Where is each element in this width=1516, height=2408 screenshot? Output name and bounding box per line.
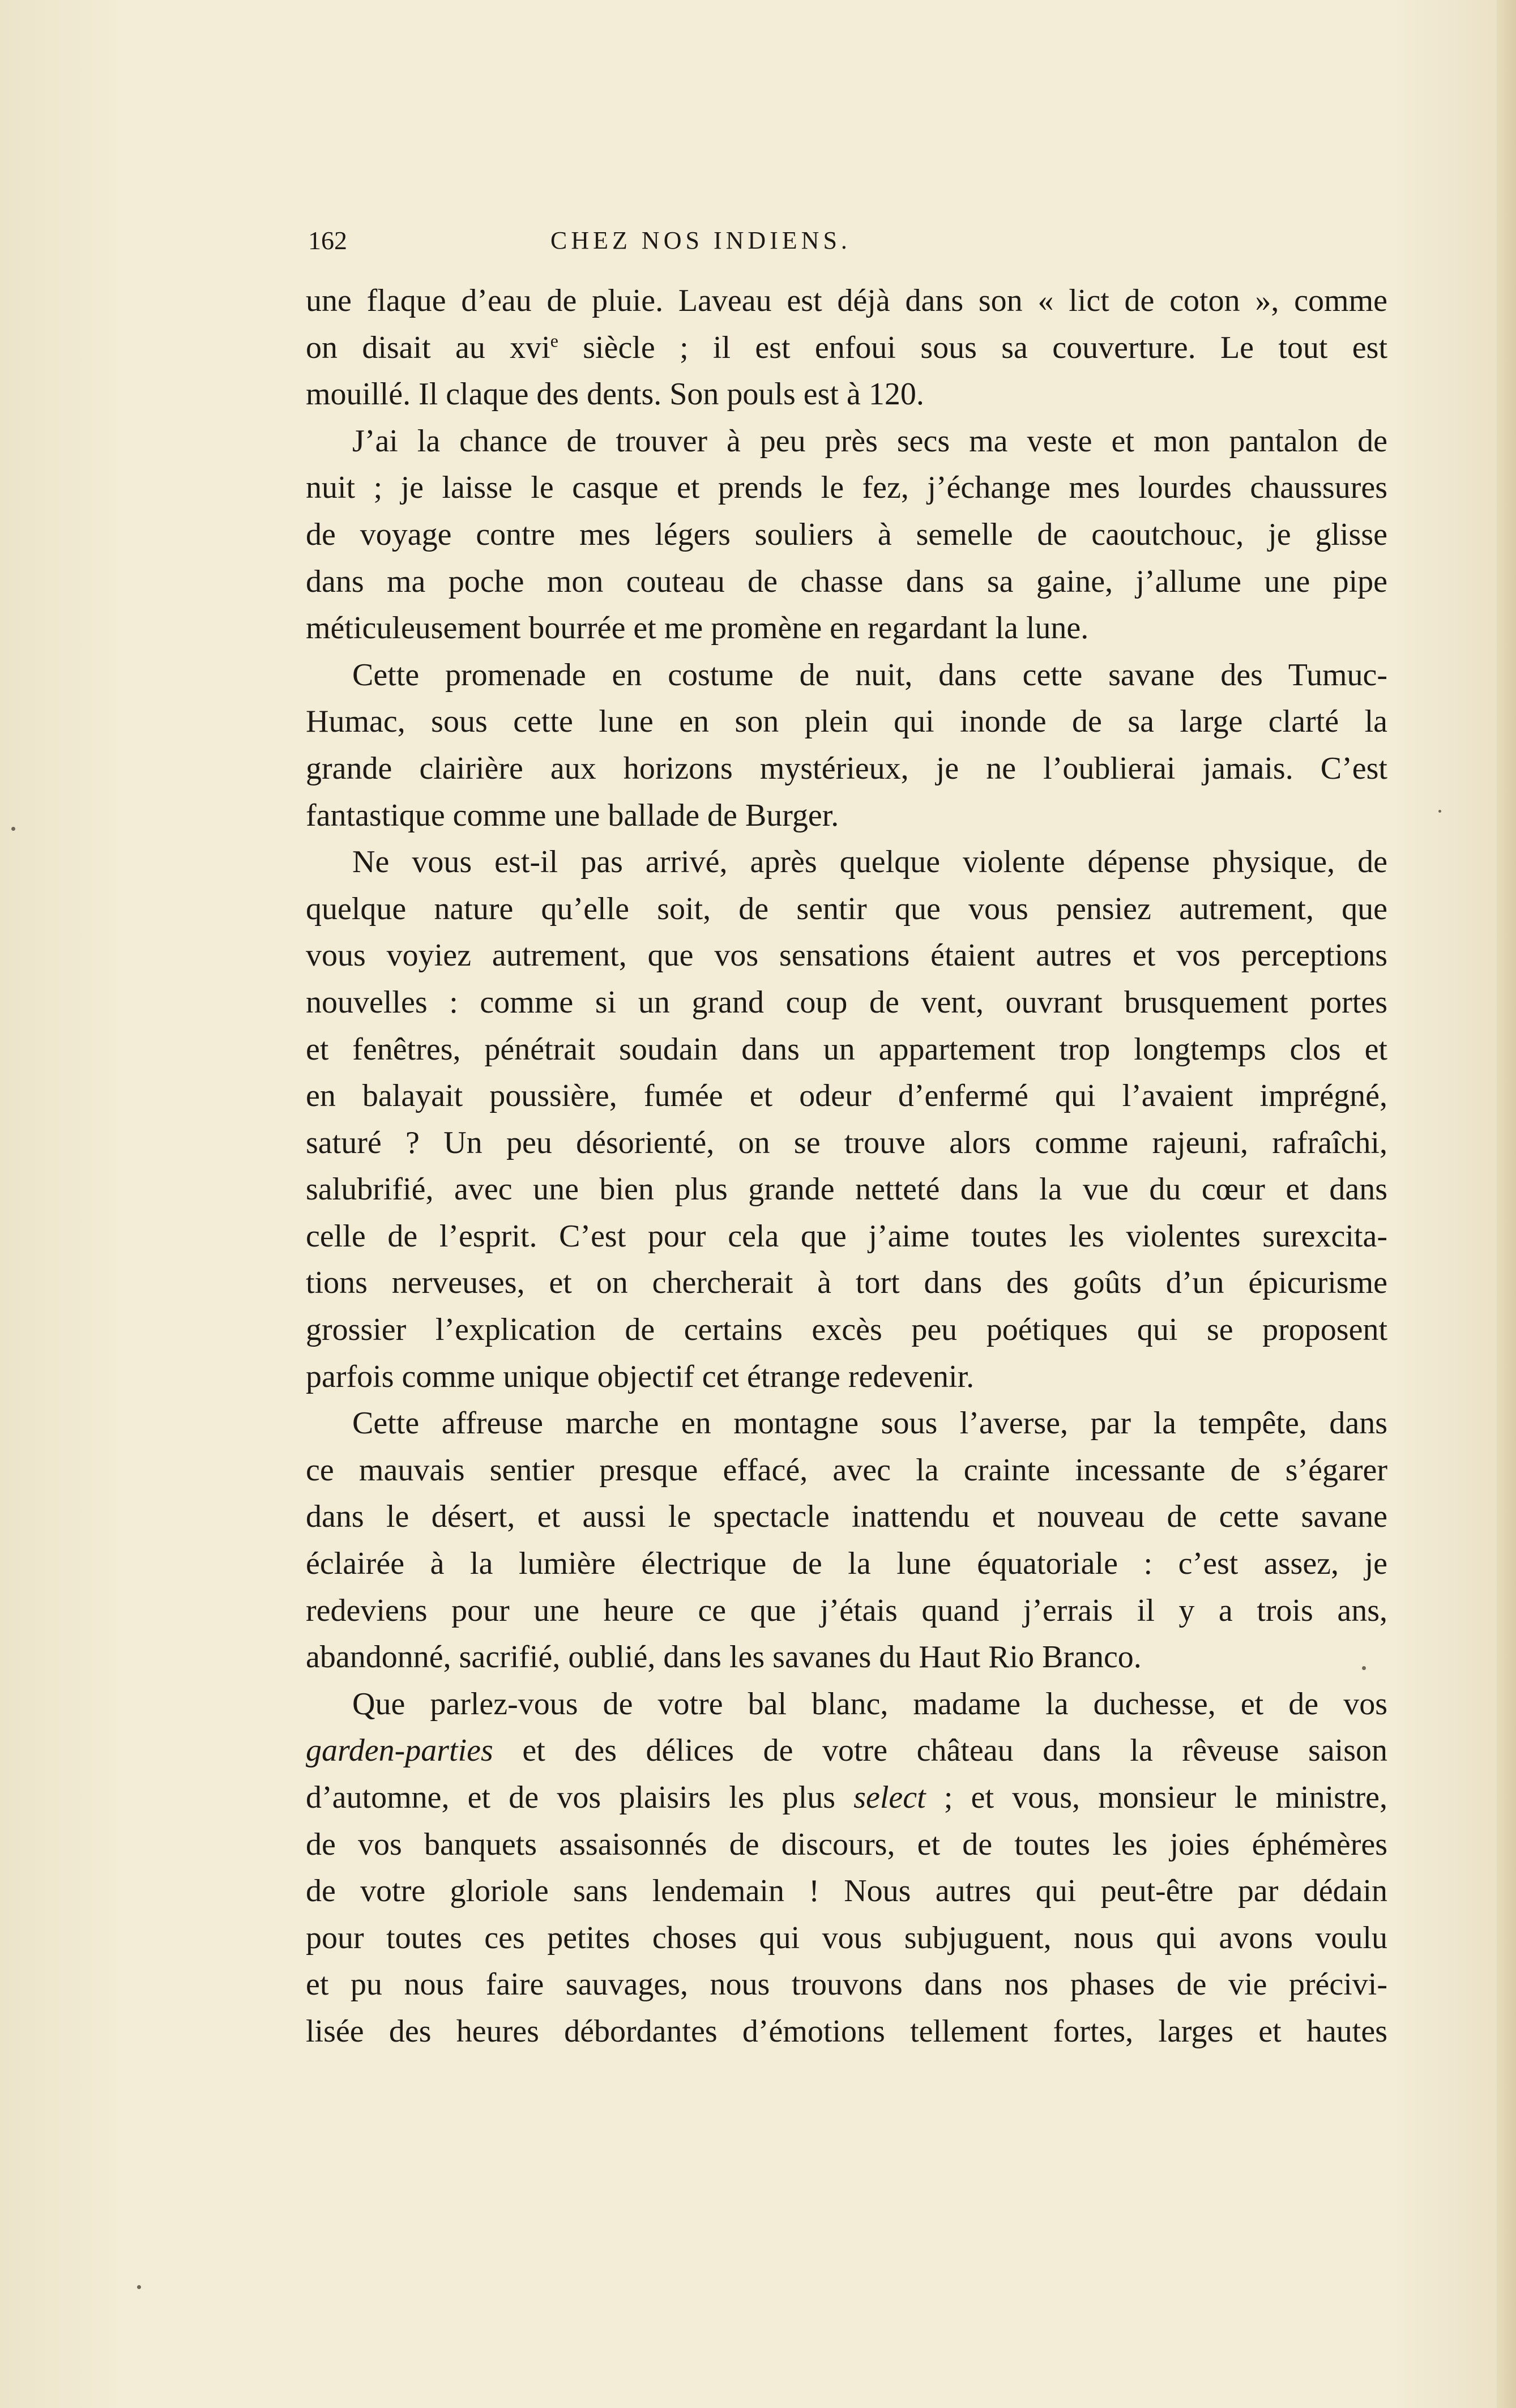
text-line	[306, 1354, 1387, 1401]
text-line	[306, 464, 1387, 511]
text-run: de voyage contre mes légers souliers à semelle de caoutchouc, je glisse	[306, 516, 1387, 552]
text-run: e	[550, 330, 558, 351]
text-line	[306, 1540, 1387, 1587]
text-line	[306, 1961, 1387, 2008]
text-line	[306, 277, 1387, 325]
text-run: et des délices de votre château dans la rêveuse saison	[493, 1733, 1387, 1769]
text-line	[306, 1915, 1387, 1962]
text-line	[306, 1166, 1387, 1213]
text-run: Que parlez-vous de votre bal blanc, madame la duchesse, et de vos	[352, 1686, 1387, 1722]
text-run: ; et vous, monsieur le ministre,	[925, 1780, 1387, 1815]
text-line	[306, 698, 1387, 745]
text-line	[306, 1026, 1387, 1073]
text-line	[306, 1073, 1387, 1120]
text-run: Cette affreuse marche en montagne sous l’averse, par la tempête, dans	[352, 1406, 1387, 1441]
paper-speck	[137, 2285, 141, 2289]
text-run: ce mauvais sentier presque effacé, avec la crainte incessante de s’égarer	[306, 1452, 1387, 1488]
body-text	[306, 277, 1387, 2055]
text-run: parfois comme unique objectif cet étrange redevenir.	[306, 1359, 975, 1394]
text-run: et fenêtres, pénétrait soudain dans un appartement trop longtemps clos et	[306, 1031, 1387, 1067]
text-run: grande clairière aux horizons mystérieux, je ne l’oublierai jamais. C’est	[306, 750, 1387, 786]
text-line	[306, 652, 1387, 699]
text-run: salubrifié, avec une bien plus grande netteté dans la vue du cœur et dans	[306, 1172, 1387, 1207]
text-run: grossier l’explication de certains excès peu poétiques qui se proposent	[306, 1312, 1387, 1348]
text-line	[306, 745, 1387, 792]
text-line	[306, 1400, 1387, 1447]
text-line	[306, 371, 1387, 418]
text-run: select	[853, 1780, 926, 1815]
text-line	[306, 1120, 1387, 1167]
text-line	[306, 1213, 1387, 1260]
text-line	[306, 511, 1387, 558]
paper-speck	[1438, 810, 1441, 813]
text-run: en balayait poussière, fumée et odeur d’enfermé qui l’avaient imprégné,	[306, 1078, 1387, 1114]
text-line	[306, 2008, 1387, 2055]
text-run: éclairée à la lumière électrique de la lune équatoriale : c’est assez, je	[306, 1546, 1387, 1582]
text-line	[306, 1821, 1387, 1868]
text-run: Cette promenade en costume de nuit, dans cette savane des Tumuc-	[352, 657, 1387, 693]
text-run: saturé ? Un peu désorienté, on se trouve alors comme rajeuni, rafraîchi,	[306, 1125, 1387, 1160]
text-run: fantastique comme une ballade de Burger.	[306, 797, 839, 833]
text-line	[306, 1259, 1387, 1307]
text-run: Humac, sous cette lune en son plein qui inonde de sa large clarté la	[306, 704, 1387, 740]
text-line	[306, 1681, 1387, 1728]
text-run: garden-parties	[306, 1733, 493, 1769]
text-line	[306, 1868, 1387, 1915]
text-line	[306, 979, 1387, 1026]
text-line	[306, 1634, 1387, 1681]
text-run: mouillé. Il claque des dents. Son pouls est à 120.	[306, 377, 924, 412]
text-run: nuit ; je laisse le casque et prends le fez, j’échange mes lourdes chaussures	[306, 470, 1387, 506]
text-line	[306, 1447, 1387, 1494]
text-line	[306, 558, 1387, 605]
page-number: 162	[308, 226, 347, 255]
text-run: on disait au xvi	[306, 330, 550, 365]
text-line	[306, 886, 1387, 933]
text-run: J’ai la chance de trouver à peu près secs ma veste et mon pantalon de	[352, 423, 1387, 459]
text-run: méticuleusement bourrée et me promène en regardant la lune.	[306, 610, 1089, 646]
text-run: d’automne, et de vos plaisirs les plus	[306, 1780, 854, 1815]
text-line	[306, 605, 1387, 652]
text-run: siècle ; il est enfoui sous sa couverture. Le tout est	[558, 330, 1387, 365]
text-run: de votre gloriole sans lendemain ! Nous autres qui peut-être par dédain	[306, 1873, 1387, 1909]
text-line	[306, 1774, 1387, 1821]
text-run: dans ma poche mon couteau de chasse dans sa gaine, j’allume une pipe	[306, 563, 1387, 599]
text-line	[306, 792, 1387, 839]
text-run: nouvelles : comme si un grand coup de vent, ouvrant brusquement portes	[306, 984, 1387, 1020]
text-line	[306, 1727, 1387, 1774]
text-run: celle de l’esprit. C’est pour cela que j’aime toutes les violentes surexcita-	[306, 1218, 1387, 1254]
text-run: abandonné, sacrifié, oublié, dans les savanes du Haut Rio Branco.	[306, 1640, 1142, 1675]
text-run: quelque nature qu’elle soit, de sentir que vous pensiez autrement, que	[306, 891, 1387, 927]
text-line	[306, 1307, 1387, 1354]
text-run: lisée des heures débordantes d’émotions tellement fortes, larges et hautes	[306, 2013, 1387, 2049]
text-run: tions nerveuses, et on chercherait à tort dans des goûts d’un épicurisme	[306, 1265, 1387, 1301]
paper-speck	[11, 827, 15, 831]
text-run: dans le désert, et aussi le spectacle inattendu et nouveau de cette savane	[306, 1499, 1387, 1535]
text-run: pour toutes ces petites choses qui vous subjuguent, nous qui avons voulu	[306, 1920, 1387, 1956]
page-edge-shadow	[1497, 0, 1516, 2408]
text-line	[306, 325, 1387, 372]
running-head	[294, 222, 1022, 259]
text-line	[306, 418, 1387, 465]
text-line	[306, 839, 1387, 886]
running-title: CHEZ NOS INDIENS.	[550, 227, 851, 254]
text-run: et pu nous faire sauvages, nous trouvons dans nos phases de vie précivi-	[306, 1967, 1387, 2003]
text-run: redeviens pour une heure ce que j’étais quand j’errais il y a trois ans,	[306, 1592, 1387, 1628]
text-line	[306, 1587, 1387, 1634]
text-line	[306, 932, 1387, 979]
text-run: vous voyiez autrement, que vos sensations étaient autres et vos perceptions	[306, 938, 1387, 974]
paper-speck	[1362, 1666, 1366, 1670]
text-line	[306, 1493, 1387, 1540]
text-run: Ne vous est-il pas arrivé, après quelque violente dépense physique, de	[352, 844, 1387, 880]
text-run: de vos banquets assaisonnés de discours, et de toutes les joies éphémères	[306, 1826, 1387, 1862]
text-run: une flaque d’eau de pluie. Laveau est déjà dans son « lict de coton », comme	[306, 283, 1387, 318]
